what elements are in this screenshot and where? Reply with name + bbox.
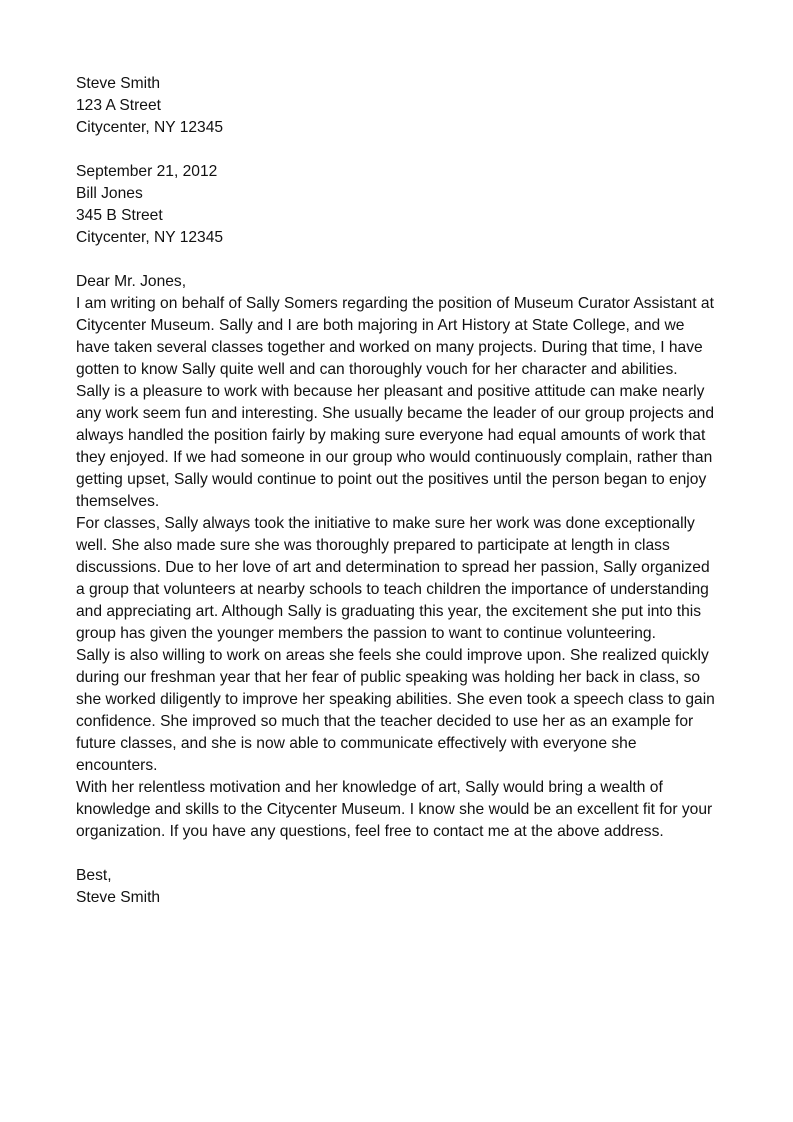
- spacer: [76, 843, 716, 865]
- date-and-recipient: [76, 161, 716, 249]
- body-paragraph-4: Sally is also willing to work on areas she feels she could improve upon. She realized quickly during our freshman year that her fear of public speaking was holding her back in class, so she worked diligently to improve her speaking abilities. She even took a speech class to gain confidence. She improved so much that the teacher decided to use her as an example for future classes, and she is now able to communicate effectively with everyone she encounters.: [76, 647, 715, 774]
- spacer: [76, 139, 716, 161]
- sender-address: [76, 73, 716, 139]
- body-paragraph-5: With her relentless motivation and her knowledge of art, Sally would bring a wealth of knowledge and skills to the Citycenter Museum. I know she would be an excellent fit for your organization. If you have any questions, feel free to contact me at the above address.: [76, 779, 713, 840]
- recipient-name: Bill Jones: [76, 185, 143, 202]
- spacer: [76, 249, 716, 271]
- sender-name: Steve Smith: [76, 75, 161, 92]
- signature-name: Steve Smith: [76, 889, 161, 906]
- closing: Best,: [76, 867, 112, 884]
- body-paragraph-3: For classes, Sally always took the initiative to make sure her work was done exceptionally well. She also made sure she was thoroughly prepared to participate at length in class discussions. Due to her love of art and determination to spread her passion, Sally organized a group that volunteers at nearby schools to teach children the importance of understanding and appreciating art. Although Sally is graduating this year, the excitement she put into this group has given the younger members the passion to want to continue volunteering.: [76, 515, 710, 642]
- sender-city: Citycenter, NY 12345: [76, 119, 224, 136]
- letter-content: [76, 271, 716, 843]
- body-paragraph-1: I am writing on behalf of Sally Somers regarding the position of Museum Curator Assistant at Citycenter Museum. Sally and I are both majoring in Art History at State College, and we have taken several classes together and worked on many projects. During that time, I have gotten to know Sally quite well and can thoroughly vouch for her character and abilities.: [76, 295, 714, 378]
- salutation: Dear Mr. Jones,: [76, 273, 187, 290]
- body-paragraph-2: Sally is a pleasure to work with because her pleasant and positive attitude can make nearly any work seem fun and interesting. She usually became the leader of our group projects and always handled the position fairly by making sure everyone had equal amounts of work that they enjoyed. If we had someone in our group who would continuously complain, rather than getting upset, Sally would continue to point out the positives until the person began to enjoy themselves.: [76, 383, 714, 510]
- recipient-street: 345 B Street: [76, 207, 163, 224]
- letter-body: [76, 73, 716, 909]
- sender-street: 123 A Street: [76, 97, 161, 114]
- letter-date: September 21, 2012: [76, 163, 218, 180]
- sign-off: [76, 865, 716, 909]
- recipient-city: Citycenter, NY 12345: [76, 229, 224, 246]
